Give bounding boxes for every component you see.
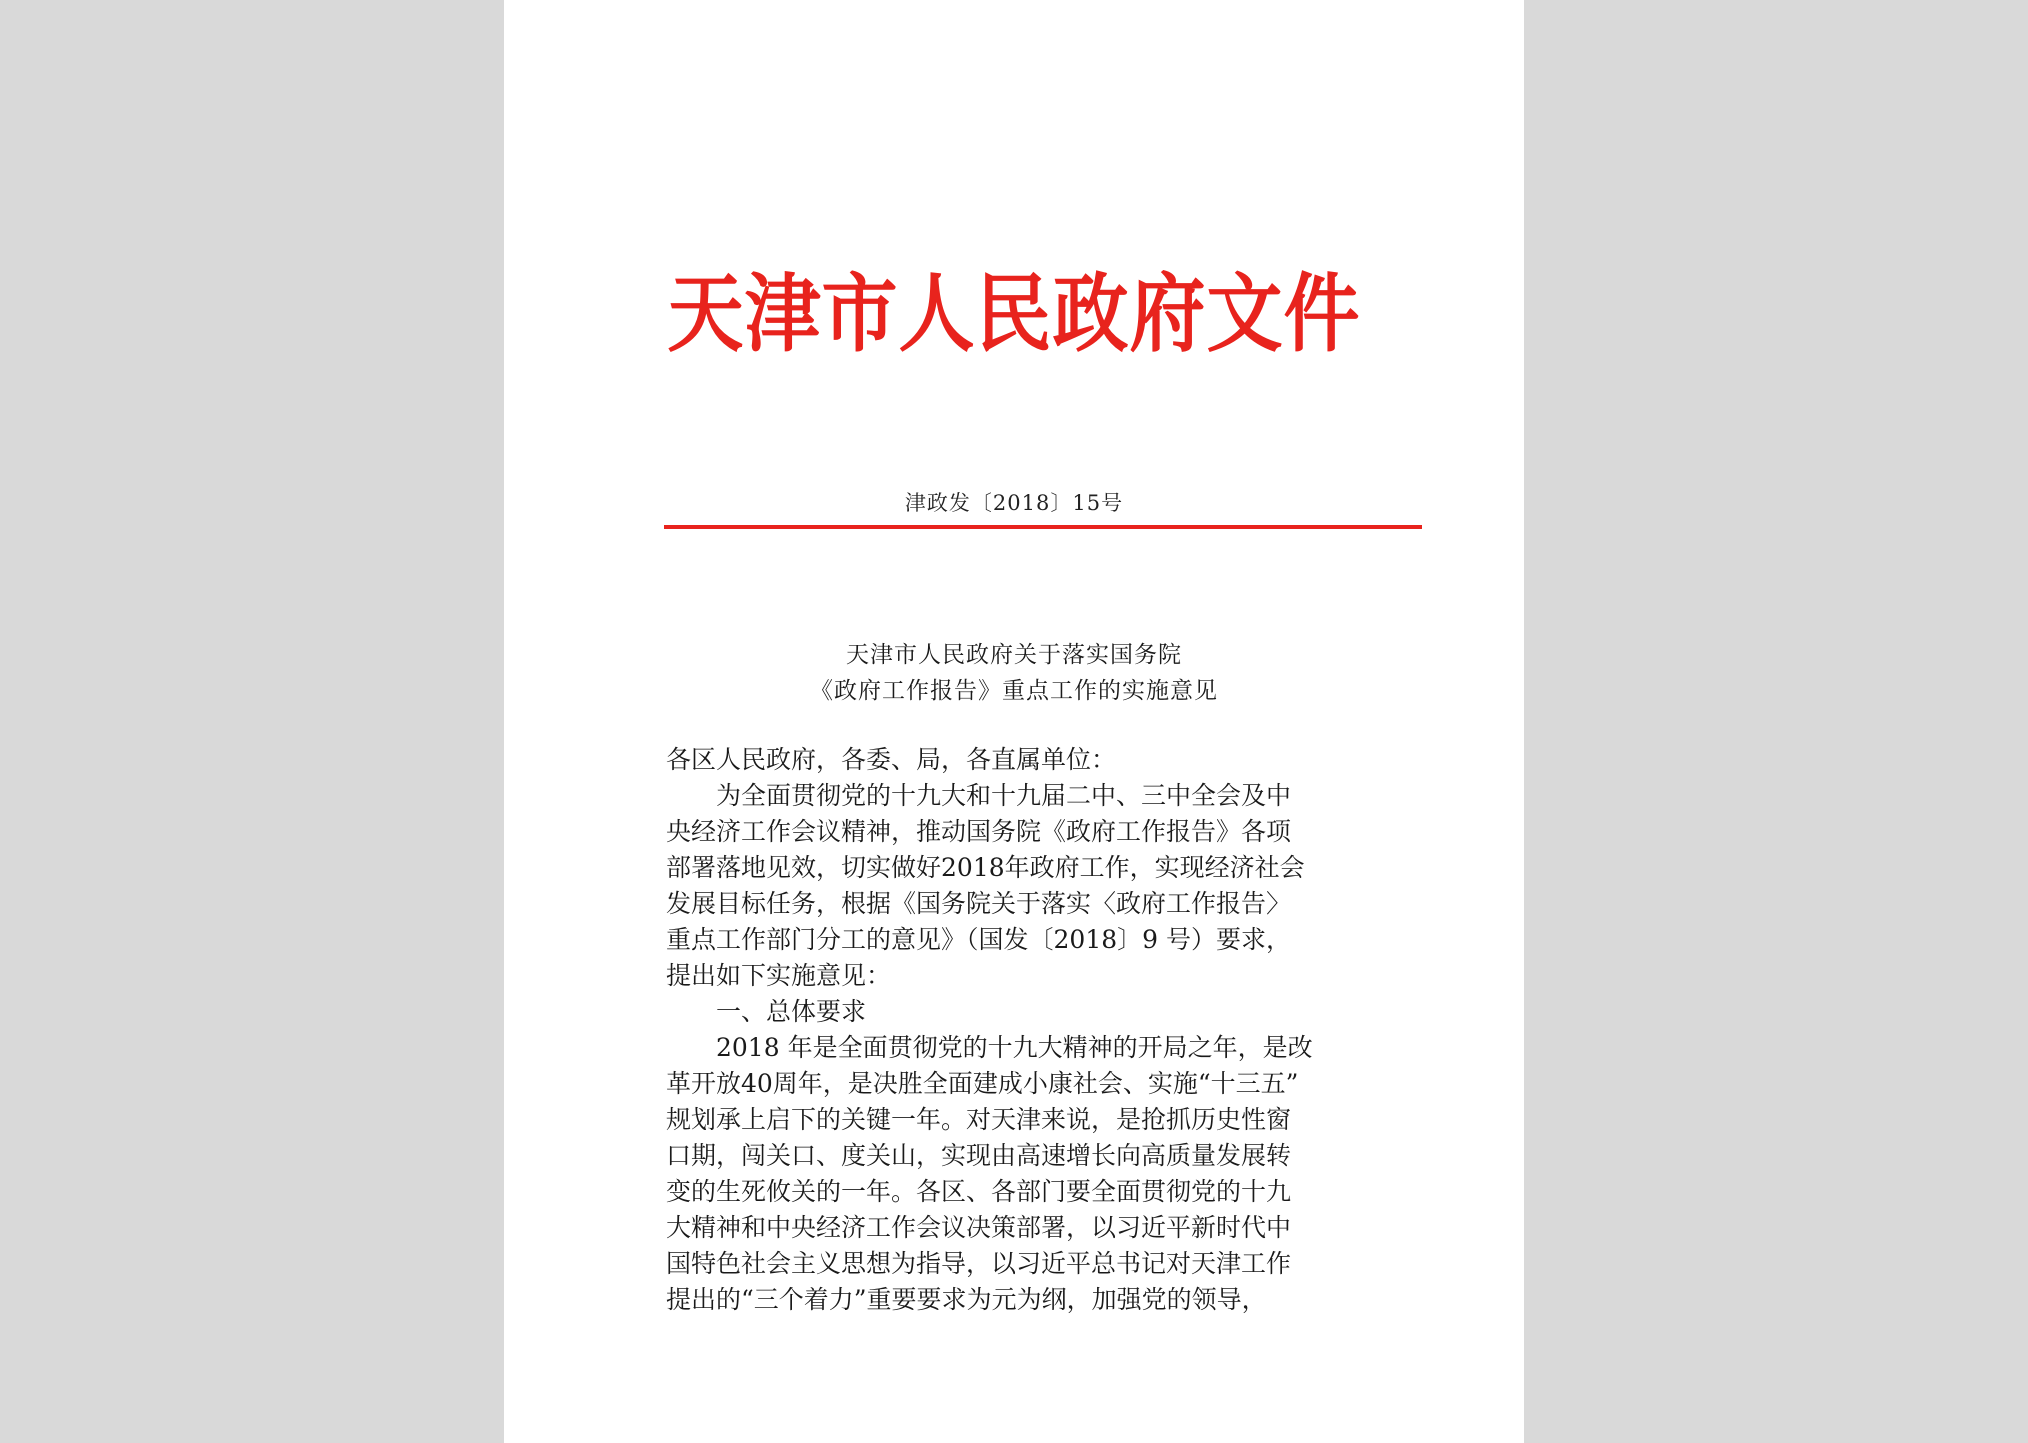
section-heading: 一、总体要求 xyxy=(716,997,867,1026)
subject-line-2: 《政府工作报告》重点工作的实施意见 xyxy=(810,678,1218,704)
paragraph-line: 大精神和中央经济工作会议决策部署，以习近平新时代中 xyxy=(666,1213,1292,1242)
document-number: 津政发〔2018〕15号 xyxy=(904,491,1124,515)
paragraph-line: 变的生死攸关的一年。各区、各部门要全面贯彻党的十九 xyxy=(666,1177,1292,1206)
document-issuer-title: 天津市人民政府文件 xyxy=(667,264,1361,364)
paragraph-line: 规划承上启下的关键一年。对天津来说，是抢抓历史性窗 xyxy=(666,1105,1292,1134)
paragraph-line: 2018 年是全面贯彻党的十九大精神的开局之年，是改 xyxy=(716,1033,1313,1062)
red-divider-line xyxy=(664,525,1422,529)
paragraph-line: 革开放40周年，是决胜全面建成小康社会、实施“十三五” xyxy=(666,1069,1299,1098)
paragraph-line: 为全面贯彻党的十九大和十九届二中、三中全会及中 xyxy=(716,781,1292,810)
paragraph-line: 部署落地见效，切实做好2018年政府工作，实现经济社会 xyxy=(666,853,1305,882)
subject-line-1: 天津市人民政府关于落实国务院 xyxy=(846,642,1182,668)
document-page xyxy=(504,0,1524,1443)
document-body xyxy=(666,742,1386,1318)
paragraph-line: 提出如下实施意见： xyxy=(666,961,892,990)
paragraph-line: 重点工作部门分工的意见》（国发〔2018〕9 号）要求， xyxy=(666,925,1291,954)
paragraph-line: 提出的“三个着力”重要要求为元为纲，加强党的领导， xyxy=(666,1285,1267,1314)
paragraph-line: 国特色社会主义思想为指导，以习近平总书记对天津工作 xyxy=(666,1249,1292,1278)
paragraph-line: 发展目标任务，根据《国务院关于落实〈政府工作报告〉 xyxy=(666,889,1292,918)
document-subject xyxy=(504,637,1524,709)
salutation: 各区人民政府，各委、局，各直属单位： xyxy=(666,745,1117,774)
paragraph-line: 央经济工作会议精神，推动国务院《政府工作报告》各项 xyxy=(666,817,1292,846)
paragraph-line: 口期，闯关口、度关山，实现由高速增长向高质量发展转 xyxy=(666,1141,1292,1170)
